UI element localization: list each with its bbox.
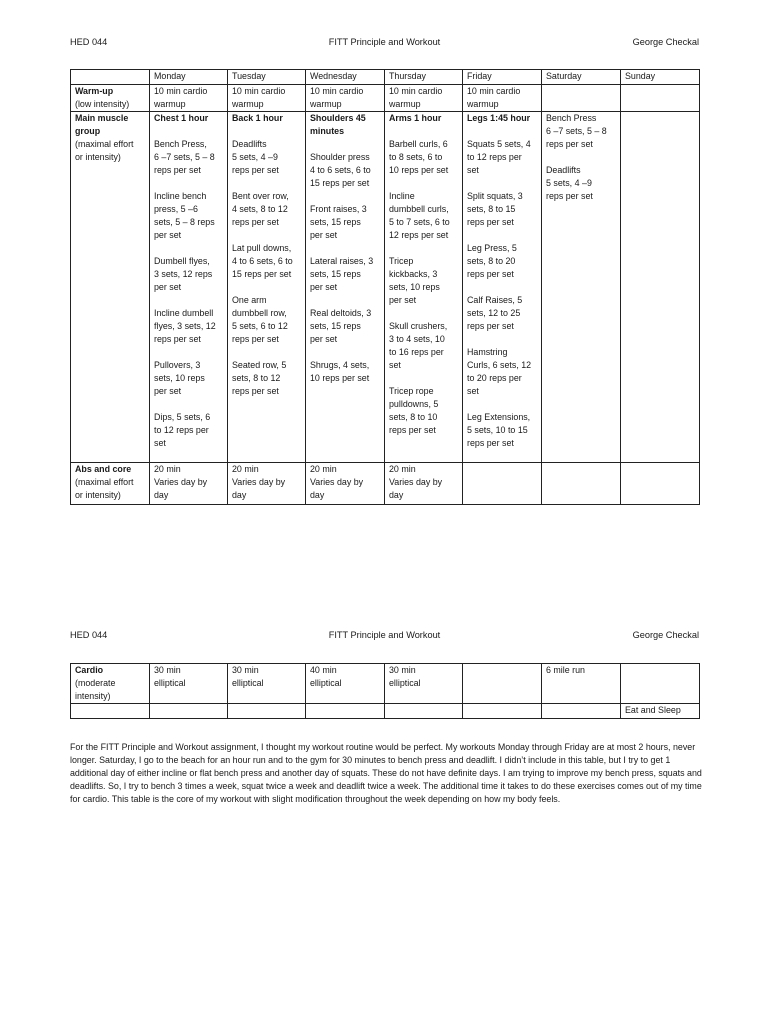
exercise-entry: Seated row, 5 sets, 8 to 12 reps per set	[232, 360, 287, 396]
warmup-cell	[228, 85, 306, 112]
empty-cell	[71, 704, 150, 719]
day-header-tuesday: Tuesday	[228, 70, 306, 85]
exercise-entry: Leg Extensions, 5 sets, 10 to 15 reps per set	[467, 412, 531, 448]
session-title: Arms 1 hour	[389, 113, 442, 123]
course-code: HED 044	[70, 37, 108, 47]
warmup-cell	[150, 85, 228, 112]
exercise-entry: One arm dumbbell row, 5 sets, 6 to 12 reps per set	[232, 295, 288, 344]
cell-text: 40 min elliptical	[310, 665, 342, 688]
cardio-cell	[150, 664, 228, 704]
empty-cell	[306, 704, 385, 719]
abs-cell	[150, 463, 228, 505]
day-header-friday: Friday	[463, 70, 542, 85]
exercise-entry: Lateral raises, 3 sets, 15 reps per set	[310, 256, 374, 292]
cell-text: 30 min elliptical	[232, 665, 264, 688]
cell-text: 30 min elliptical	[389, 665, 421, 688]
exercise-entry: Barbell curls, 6 to 8 sets, 6 to 10 reps per set	[389, 139, 449, 175]
exercise-entry: Tricep rope pulldowns, 5 sets, 8 to 10 reps per set	[389, 386, 439, 435]
exercise-entry: Deadlifts 5 sets, 4 –9 reps per set	[546, 165, 593, 201]
abs-core-row	[71, 463, 700, 505]
exercise-entry: Hamstring Curls, 6 sets, 12 to 20 reps per set	[467, 347, 532, 396]
session-title: Shoulders 45 minutes	[310, 113, 366, 136]
row-label-sub: (low intensity)	[75, 99, 130, 109]
exercise-entry: Bench Press 6 –7 sets, 5 – 8 reps per set	[546, 113, 607, 149]
cell-text: 20 min Varies day by day	[154, 464, 208, 500]
exercise-cell-friday	[463, 112, 542, 463]
rest-cell	[621, 704, 700, 719]
empty-cell	[385, 704, 463, 719]
cell-text: 10 min cardio warmup	[389, 86, 443, 109]
last-row	[71, 704, 700, 719]
exercise-cell-thursday	[385, 112, 463, 463]
corner-cell	[71, 70, 150, 85]
exercise-entry: Skull crushers, 3 to 4 sets, 10 to 16 reps per set	[389, 321, 448, 370]
day-header-thursday: Thursday	[385, 70, 463, 85]
author-name: George Checkal	[632, 630, 699, 640]
abs-cell	[463, 463, 542, 505]
abs-cell	[542, 463, 621, 505]
row-label-main-muscle	[71, 112, 150, 463]
day-header-wednesday: Wednesday	[306, 70, 385, 85]
exercise-entry: Squats 5 sets, 4 to 12 reps per set	[467, 139, 531, 175]
day-header-monday: Monday	[150, 70, 228, 85]
exercise-entry: Lat pull downs, 4 to 6 sets, 6 to 15 reps per set	[232, 243, 293, 279]
exercise-entry: Incline dumbbell curls, 5 to 7 sets, 6 to 12 reps per set	[389, 191, 450, 240]
abs-cell	[228, 463, 306, 505]
exercise-entry: Tricep kickbacks, 3 sets, 10 reps per set	[389, 256, 440, 305]
warmup-cell	[306, 85, 385, 112]
warmup-cell	[385, 85, 463, 112]
day-header-sunday: Sunday	[621, 70, 700, 85]
author-name: George Checkal	[632, 37, 699, 47]
exercise-entry: Dumbell flyes, 3 sets, 12 reps per set	[154, 256, 213, 292]
row-label-title: Cardio	[75, 665, 104, 675]
abs-cell	[306, 463, 385, 505]
cell-text: 10 min cardio warmup	[232, 86, 286, 109]
warmup-cell	[463, 85, 542, 112]
cardio-cell	[621, 664, 700, 704]
cell-text: 10 min cardio warmup	[467, 86, 521, 109]
exercise-entry: Shoulder press 4 to 6 sets, 6 to 15 reps per set	[310, 152, 371, 188]
empty-cell	[150, 704, 228, 719]
exercise-entry: Bench Press, 6 –7 sets, 5 – 8 reps per set	[154, 139, 215, 175]
workout-table	[70, 69, 700, 505]
empty-cell	[542, 704, 621, 719]
cardio-cell	[385, 664, 463, 704]
cell-text: 10 min cardio warmup	[310, 86, 364, 109]
document-title: FITT Principle and Workout	[328, 37, 441, 47]
page-header-2	[70, 628, 699, 642]
exercise-entry: Real deltoids, 3 sets, 15 reps per set	[310, 308, 372, 344]
row-label-sub: (maximal effort or intensity)	[75, 139, 134, 162]
cardio-cell	[463, 664, 542, 704]
cardio-cell	[542, 664, 621, 704]
row-label-title: Abs and core	[75, 464, 132, 474]
cell-text: 10 min cardio warmup	[154, 86, 208, 109]
exercise-entry: Deadlifts 5 sets, 4 –9 reps per set	[232, 139, 279, 175]
row-label-warmup	[71, 85, 150, 112]
exercise-cell-saturday	[542, 112, 621, 463]
warmup-cell	[621, 85, 700, 112]
exercise-entry: Dips, 5 sets, 6 to 12 reps per set	[154, 412, 211, 448]
exercise-cell-tuesday	[228, 112, 306, 463]
cell-text: 20 min Varies day by day	[310, 464, 364, 500]
exercise-entry: Shrugs, 4 sets, 10 reps per set	[310, 360, 370, 383]
main-muscle-row	[71, 112, 700, 463]
cardio-cell	[306, 664, 385, 704]
exercise-entry: Front raises, 3 sets, 15 reps per set	[310, 204, 367, 240]
abs-cell	[621, 463, 700, 505]
cell-text: 30 min elliptical	[154, 665, 186, 688]
session-title: Back 1 hour	[232, 113, 283, 123]
exercise-entry: Incline bench press, 5 –6 sets, 5 – 8 reps per set	[154, 191, 215, 240]
row-label-abs-core	[71, 463, 150, 505]
exercise-cell-sunday	[621, 112, 700, 463]
abs-cell	[385, 463, 463, 505]
exercise-entry: Bent over row, 4 sets, 8 to 12 reps per set	[232, 191, 289, 227]
exercise-entry: Split squats, 3 sets, 8 to 15 reps per set	[467, 191, 523, 227]
exercise-entry: Incline dumbell flyes, 3 sets, 12 reps per set	[154, 308, 216, 344]
exercise-cell-monday	[150, 112, 228, 463]
empty-cell	[463, 704, 542, 719]
course-code: HED 044	[70, 630, 108, 640]
exercise-entry: Calf Raises, 5 sets, 12 to 25 reps per set	[467, 295, 523, 331]
exercise-entry: Pullovers, 3 sets, 10 reps per set	[154, 360, 205, 396]
exercise-cell-wednesday	[306, 112, 385, 463]
cell-text: 20 min Varies day by day	[389, 464, 443, 500]
cardio-table	[70, 663, 700, 719]
reflection-paragraph: For the FITT Principle and Workout assignment, I thought my workout routine would be perfect. My workouts Monday through Friday are at most 2 hours, never longer. Saturday, I go to the beach for an hour run and to the gym for 30 minutes to bench press and deadlift. I didn’t include in this table, but I try to get 1 additional day of either incline or flat bench press and another day of squats. These do not have definite days. I am trying to improve my bench press, squats and deadlifts. So, I try to bench 3 times a week, squat twice a week and deadlift twice a week. The additional time it takes to do these exercises comes out of my time for cardio. This table is the core of my workout with slight modification throughout the week depending on how my body feels.	[70, 742, 702, 804]
cell-text: Eat and Sleep	[625, 705, 681, 715]
session-title: Legs 1:45 hour	[467, 113, 531, 123]
empty-cell	[228, 704, 306, 719]
document-title: FITT Principle and Workout	[328, 630, 441, 640]
cardio-cell	[228, 664, 306, 704]
exercise-entry: Leg Press, 5 sets, 8 to 20 reps per set	[467, 243, 517, 279]
warmup-row	[71, 85, 700, 112]
page-header	[70, 35, 699, 49]
row-label-sub: (moderate intensity)	[75, 678, 116, 701]
cell-text: 6 mile run	[546, 665, 585, 675]
session-title: Chest 1 hour	[154, 113, 209, 123]
row-label-cardio	[71, 664, 150, 704]
days-header-row	[71, 70, 700, 85]
cell-text: 20 min Varies day by day	[232, 464, 286, 500]
row-label-title: Main muscle group	[75, 113, 129, 136]
row-label-title: Warm-up	[75, 86, 114, 96]
day-header-saturday: Saturday	[542, 70, 621, 85]
row-label-sub: (maximal effort or intensity)	[75, 477, 134, 500]
cardio-row	[71, 664, 700, 704]
warmup-cell	[542, 85, 621, 112]
